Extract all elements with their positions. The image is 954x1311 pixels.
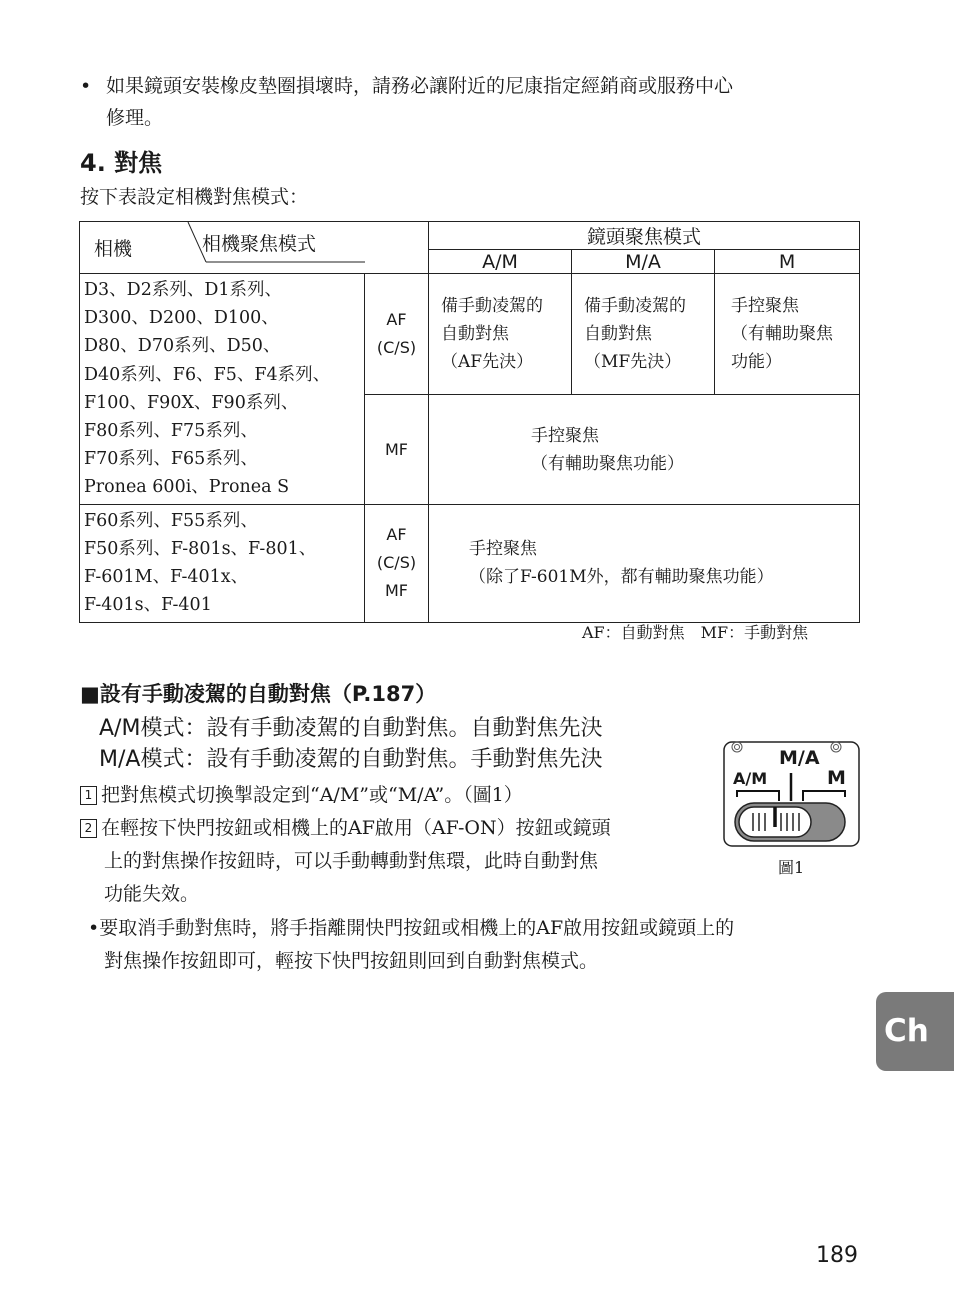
step-2-line2: 上的對焦操作按鈕時，可以手動轉動對焦環，此時自動對焦 <box>104 850 599 872</box>
table-footnote: AF：自動對焦 MF：手動對焦 <box>582 623 809 642</box>
camera-line: F70系列、F65系列、 <box>84 449 258 470</box>
desc-line: （有輔助聚焦 <box>731 324 833 345</box>
step-number: 2 <box>80 819 97 838</box>
camera-line: D40系列、F6、F5、F4系列、 <box>84 364 331 385</box>
camera-line: Pronea 600i、Pronea S <box>84 477 290 498</box>
camera-line: F80系列、F75系列、 <box>84 421 258 442</box>
header-lens-mode: 鏡頭聚焦模式 <box>429 222 860 250</box>
bullet-text-line2: 修理。 <box>106 107 164 129</box>
mode-af: AF <box>386 310 407 330</box>
desc-line: 手控聚焦 <box>731 296 799 317</box>
mode-line: AF <box>386 525 407 545</box>
desc-line: 自動對焦 <box>441 324 509 345</box>
label-m: M <box>827 767 846 789</box>
group2-desc-cell <box>429 504 860 622</box>
header-camera: 相機 <box>94 238 133 260</box>
col-m: M <box>715 250 860 274</box>
mode-mf: MF <box>384 439 408 459</box>
header-corner-cell <box>80 222 429 274</box>
note-text: 要取消手動對焦時，將手指離開快門按鈕或相機上的AF啟用按鈕或鏡頭上的 <box>99 917 735 939</box>
section-title: 4. 對焦 <box>80 149 163 177</box>
mode-mf-cell <box>365 395 429 504</box>
ma-mode-line: M/A模式：設有手動凌駕的自動對焦。手動對焦先決 <box>99 747 603 772</box>
mode-line: (C/S) <box>376 553 417 573</box>
camera-group-1 <box>80 274 365 505</box>
label-ma: M/A <box>779 747 820 769</box>
bullet-paragraph <box>80 70 733 102</box>
camera-line: F-401s、F-401 <box>84 595 212 616</box>
step-text: 把對焦模式切換掣設定到“A/M”或“M/A”。（圖1） <box>101 784 523 806</box>
subsection-title: ■設有手動凌駕的自動對焦（P.187） <box>80 682 437 706</box>
m-desc-cell <box>715 274 860 395</box>
note-line1 <box>88 912 734 944</box>
step-2 <box>80 812 611 844</box>
mf-desc-cell <box>429 395 860 504</box>
camera-line: F50系列、F-801s、F-801、 <box>84 538 317 559</box>
desc-line: 功能） <box>731 352 782 373</box>
mode-cs: (C/S) <box>376 338 417 358</box>
camera-line: D80、D70系列、D50、 <box>84 336 281 357</box>
section-intro: 按下表設定相機對焦模式： <box>80 186 309 208</box>
focus-switch-figure <box>723 741 860 847</box>
camera-line: D3、D2系列、D1系列、 <box>84 280 282 300</box>
page-number: 189 <box>816 1243 858 1268</box>
step-1 <box>80 779 523 811</box>
desc-line: 手控聚焦 <box>469 539 537 560</box>
bullet-dot: • <box>80 75 92 97</box>
header-camera-mode: 相機聚焦模式 <box>202 233 317 255</box>
note-line2: 對焦操作按鈕即可，輕按下快門按鈕則回到自動對焦模式。 <box>104 950 599 972</box>
desc-line: （MF先決） <box>584 352 682 373</box>
desc-line: 備手動凌駕的 <box>584 296 686 317</box>
am-desc-cell <box>429 274 572 395</box>
chapter-tab: Ch <box>876 992 954 1071</box>
mode-line: MF <box>384 581 408 601</box>
note-bullet: • <box>88 917 100 939</box>
bullet-text-line1: 如果鏡頭安裝橡皮墊圈損壞時，請務必讓附近的尼康指定經銷商或服務中心 <box>106 75 734 97</box>
step-number: 1 <box>80 786 97 805</box>
mode-af-cell <box>365 274 429 395</box>
desc-line: 備手動凌駕的 <box>441 296 543 317</box>
camera-line: D300、D200、D100、 <box>84 308 279 329</box>
figure-caption: 圖1 <box>778 858 805 877</box>
desc-line: （有輔助聚焦功能） <box>531 453 684 474</box>
col-ma: M/A <box>572 250 715 274</box>
desc-line: （AF先決） <box>441 352 534 373</box>
desc-line: 自動對焦 <box>584 324 652 345</box>
col-am: A/M <box>429 250 572 274</box>
desc-line: 手控聚焦 <box>531 425 599 446</box>
camera-line: F100、F90X、F90系列、 <box>84 392 299 413</box>
camera-line: F60系列、F55系列、 <box>84 510 258 531</box>
camera-line: F-601M、F-401x、 <box>84 567 249 588</box>
step-text: 在輕按下快門按鈕或相機上的AF啟用（AF-ON）按鈕或鏡頭 <box>101 817 611 839</box>
group2-mode-cell <box>365 504 429 622</box>
label-am: A/M <box>733 769 768 788</box>
ma-desc-cell <box>572 274 715 395</box>
focus-mode-table <box>79 221 860 623</box>
am-mode-line: A/M模式：設有手動凌駕的自動對焦。自動對焦先決 <box>99 716 603 741</box>
desc-line: （除了F-601M外，都有輔助聚焦功能） <box>469 567 774 588</box>
camera-group-2 <box>80 504 365 622</box>
step-2-line3: 功能失效。 <box>104 883 200 905</box>
